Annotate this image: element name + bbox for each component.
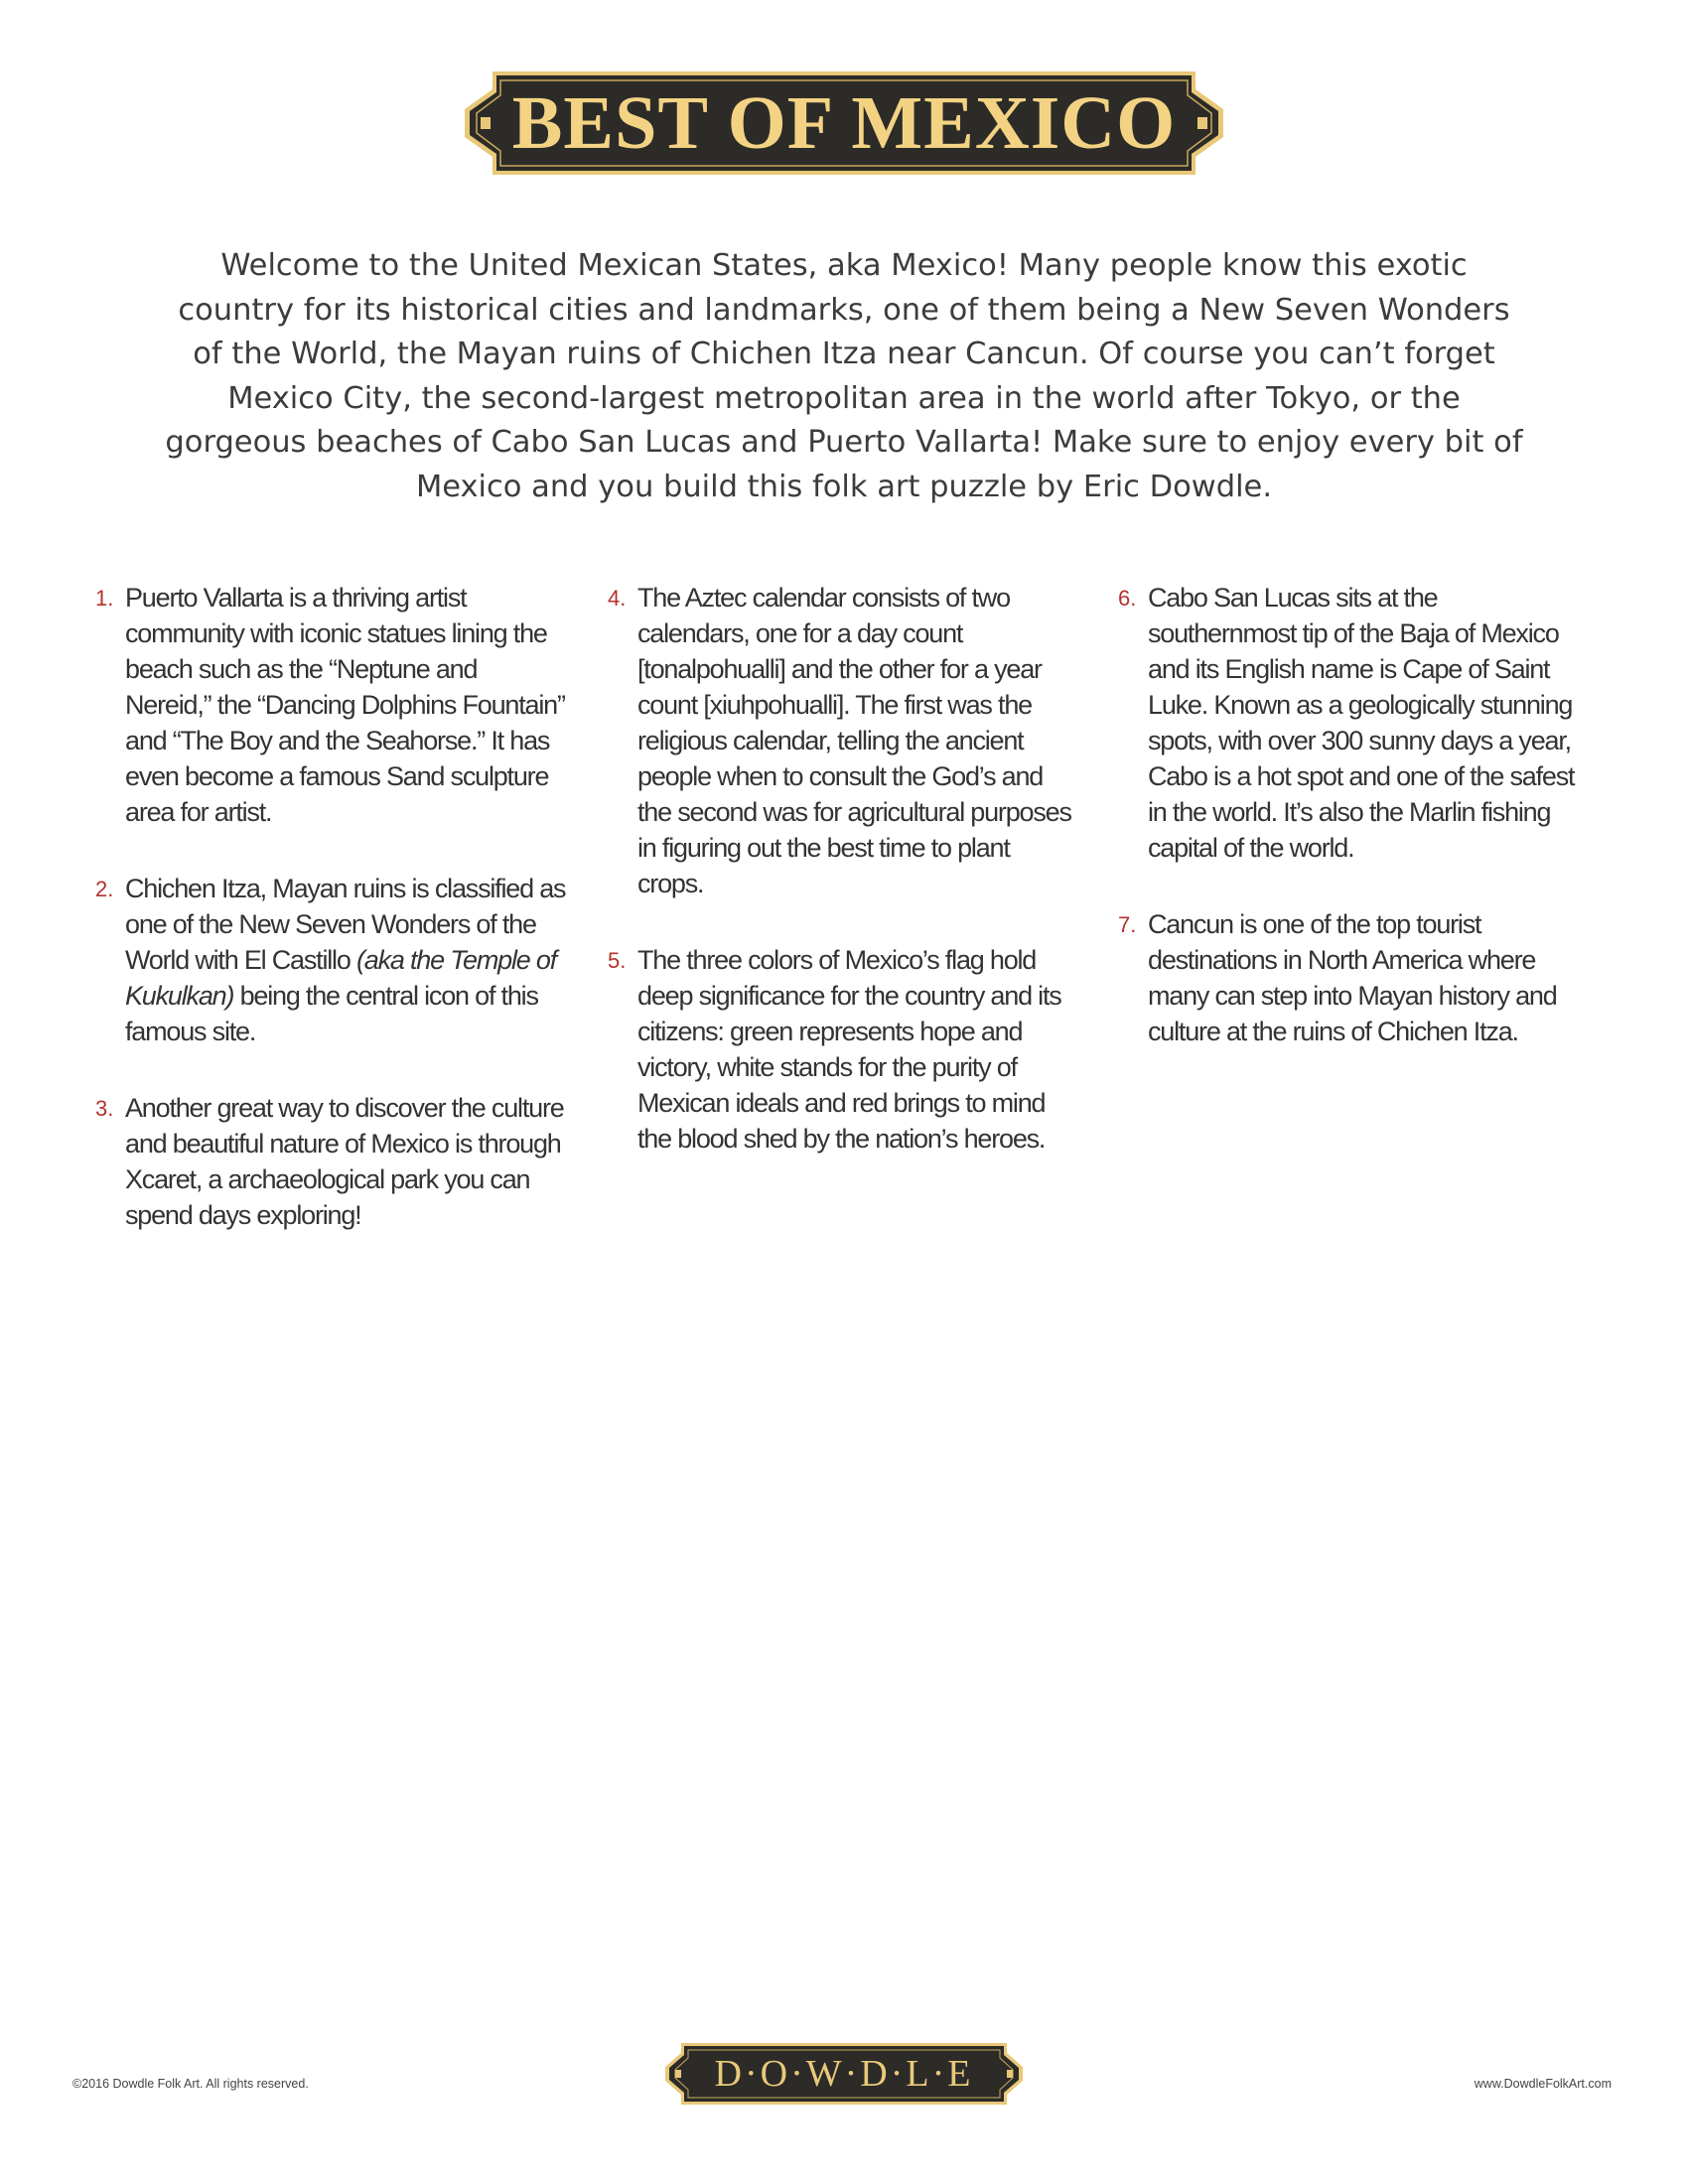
fact-item xyxy=(1118,580,1590,866)
fact-number: 4. xyxy=(608,586,627,611)
title-banner xyxy=(459,69,1229,177)
fact-number: 3. xyxy=(95,1096,114,1121)
fact-item xyxy=(95,871,567,1049)
logo-text: D·O·W·D·L·E xyxy=(714,2053,974,2095)
fact-item xyxy=(95,580,567,830)
fact-number: 6. xyxy=(1118,586,1137,611)
fact-item xyxy=(608,580,1079,901)
fact-text-part: Chichen Itza, Mayan ruins is classified as one of the New Seven Wonders of the World with El Castillo xyxy=(125,874,566,975)
fact-number: 1. xyxy=(95,586,114,611)
fact-number: 7. xyxy=(1118,912,1137,937)
fact-text xyxy=(125,871,567,1049)
fact-text: The three colors of Mexico’s flag hold deep significance for the country and its citizens: green represents hope and victory, white stands for the purity of Mexican ideals and red brings to mind the blood shed by the nation’s heroes. xyxy=(637,945,1061,1154)
facts-column-1 xyxy=(95,580,567,1274)
intro-paragraph: Welcome to the United Mexican States, aka Mexico! Many people know this exotic country for its historical cities and landmarks, one of them being a New Seven Wonders of the World, the Mayan ruins of Chichen Itza near Cancun. Of course you can’t forget Mexico City, the second-largest metropolitan area in the world after Tokyo, or the gorgeous beaches of Cabo San Lucas and Puerto Vallarta! Make sure to enjoy every bit of Mexico and you build this folk art puzzle by Eric Dowdle. xyxy=(165,248,1523,504)
fact-item xyxy=(1118,906,1590,1049)
fact-text: The Aztec calendar consists of two calendars, one for a day count [tonalpohualli] and the other for a year count [xiuhpohualli]. The first was the religious calendar, telling the ancient people when to consult the God’s and the second was for agricultural purposes in figuring out the best time to plant crops. xyxy=(637,583,1071,898)
fact-number: 2. xyxy=(95,877,114,901)
dowdle-logo xyxy=(661,2041,1027,2107)
website-link[interactable]: www.DowdleFolkArt.com xyxy=(1474,2077,1612,2091)
fact-text-italic: (aka the Temple of Kukulkan) xyxy=(125,945,557,1011)
fact-text-part: being the central icon of this famous site. xyxy=(125,981,538,1046)
facts-column-2 xyxy=(608,580,1079,1197)
fact-text: Cabo San Lucas sits at the southernmost tip of the Baja of Mexico and its English name is Cape of Saint Luke. Known as a geologically stunning spots, with over 300 sunny days a year, Cabo is a hot spot and one of the safest in the world. It’s also the Marlin fishing capital of the world. xyxy=(1148,583,1575,863)
fact-text: Puerto Vallarta is a thriving artist community with iconic statues lining the beach such as the “Neptune and Nereid,” the “Dancing Dolphins Fountain” and “The Boy and the Seahorse.” It has even become a famous Sand sculpture area for artist. xyxy=(125,583,565,827)
copyright-notice: ©2016 Dowdle Folk Art. All rights reserved. xyxy=(72,2077,309,2091)
fact-text: Cancun is one of the top tourist destinations in North America where many can step into Mayan history and culture at the ruins of Chichen Itza. xyxy=(1148,909,1557,1046)
page-title: BEST OF MEXICO xyxy=(511,81,1177,165)
fact-number: 5. xyxy=(608,948,627,973)
fact-item xyxy=(608,942,1079,1157)
fact-item xyxy=(95,1090,567,1233)
fact-text: Another great way to discover the culture and beautiful nature of Mexico is through Xcaret, a archaeological park you can spend days exploring! xyxy=(125,1093,564,1230)
facts-column-3 xyxy=(1118,580,1590,1090)
